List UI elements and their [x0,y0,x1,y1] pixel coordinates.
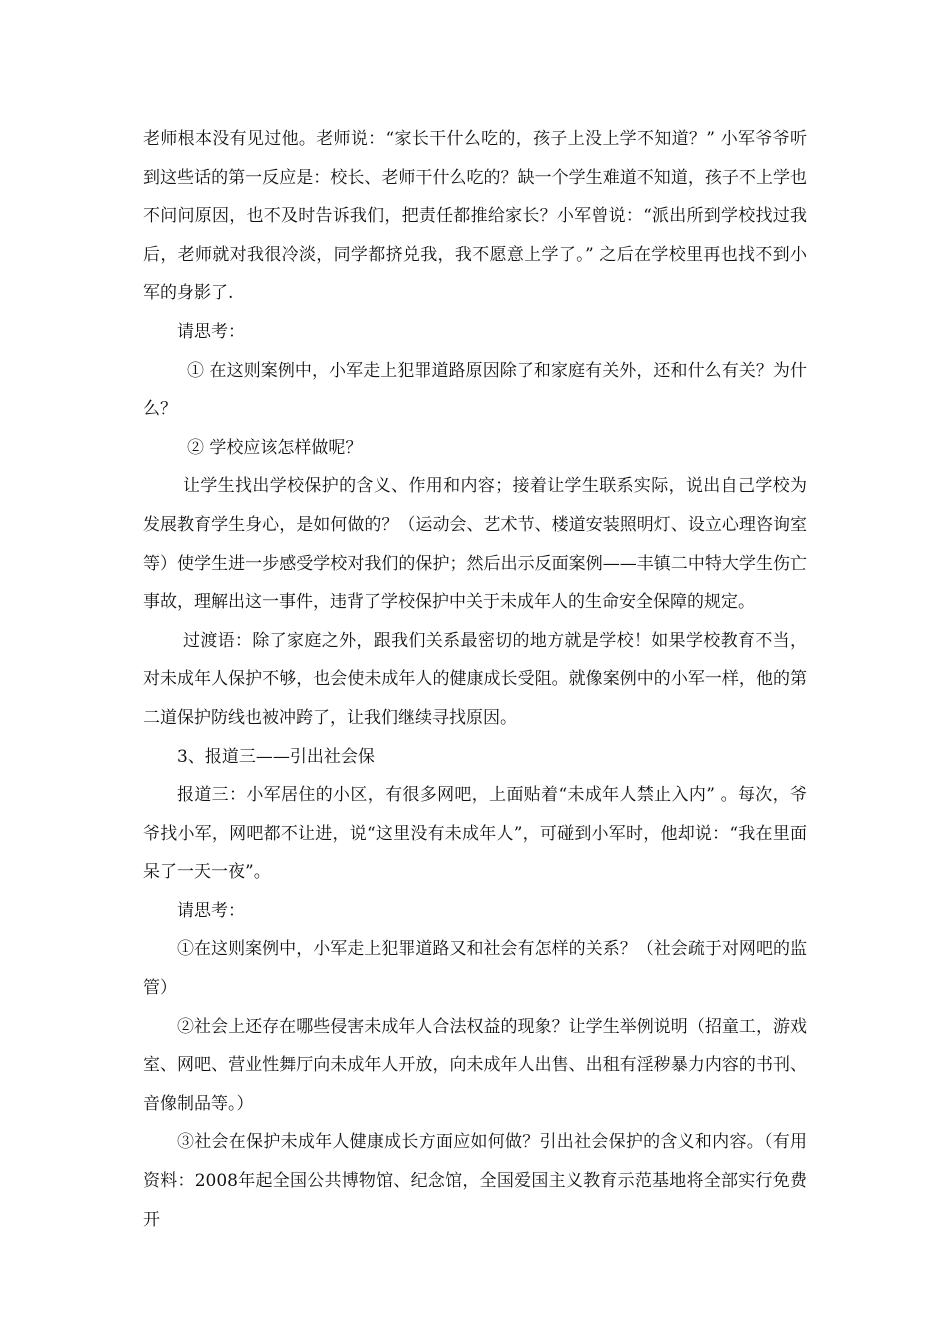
paragraph-case-continuation: 老师根本没有见过他。老师说：“家长干什么吃的，孩子上没上学不知道？” 小军爷爷听到这些话的第一反应是：校长、老师干什么吃的？缺一个学生难道不知道，孩子不上学也不问问原因，也不及时告诉我们，把责任都推给家长？小军曾说：“派出所到学校找过我后，老师就对我很冷淡，同学都挤兑我，我不愿意上学了。” 之后在学校里再也找不到小军的身影了. [143,129,807,304]
paragraph-report-3: 报道三：小军居住的小区，有很多网吧，上面贴着“未成年人禁止入内” 。每次，爷爷找小军，网吧都不让进，说“这里没有未成年人”，可碰到小军时，他却说：“我在里面呆了一天一夜”。 [143,785,807,883]
document-body [143,120,807,1239]
paragraph-think-prompt-2: 请思考： [177,900,245,921]
section-heading-report-3: 3、报道三——引出社会保 [177,746,375,767]
paragraph-social-question-3: ③社会在保护未成年人健康成长方面应如何做？引出社会保护的含义和内容。（有用资料：2008年起全国公共博物馆、纪念馆，全国爱国主义教育示范基地将全部实行免费开 [143,1132,807,1230]
paragraph-question-2: ② 学校应该怎样做呢？ [187,437,363,458]
paragraph-question-1: ① 在这则案例中，小军走上犯罪道路原因除了和家庭有关外，还和什么有关？为什么？ [143,360,807,420]
paragraph-social-question-1: ①在这则案例中，小军走上犯罪道路又和社会有怎样的关系？（社会疏于对网吧的监管） [143,939,807,999]
paragraph-social-question-2: ②社会上还存在哪些侵害未成年人合法权益的现象？让学生举例说明（招童工，游戏室、网吧、营业性舞厅向未成年人开放，向未成年人出售、出租有淫秽暴力内容的书刊、音像制品等。） [143,1016,807,1114]
paragraph-transition: 过渡语：除了家庭之外，跟我们关系最密切的地方就是学校！如果学校教育不当，对未成年人保护不够，也会使未成年人的健康成长受阻。就像案例中的小军一样，他的第二道保护防线也被冲跨了，让我们继续寻找原因。 [143,630,807,728]
paragraph-think-prompt: 请思考： [177,321,245,342]
paragraph-school-protection: 让学生找出学校保护的含义、作用和内容；接着让学生联系实际，说出自己学校为发展教育学生身心，是如何做的？（运动会、艺术节、楼道安装照明灯、设立心理咨询室等）使学生进一步感受学校对我们的保护；然后出示反面案例——丰镇二中特大学生伤亡事故，理解出这一事件，违背了学校保护中关于未成年人的生命安全保障的规定。 [143,476,807,613]
